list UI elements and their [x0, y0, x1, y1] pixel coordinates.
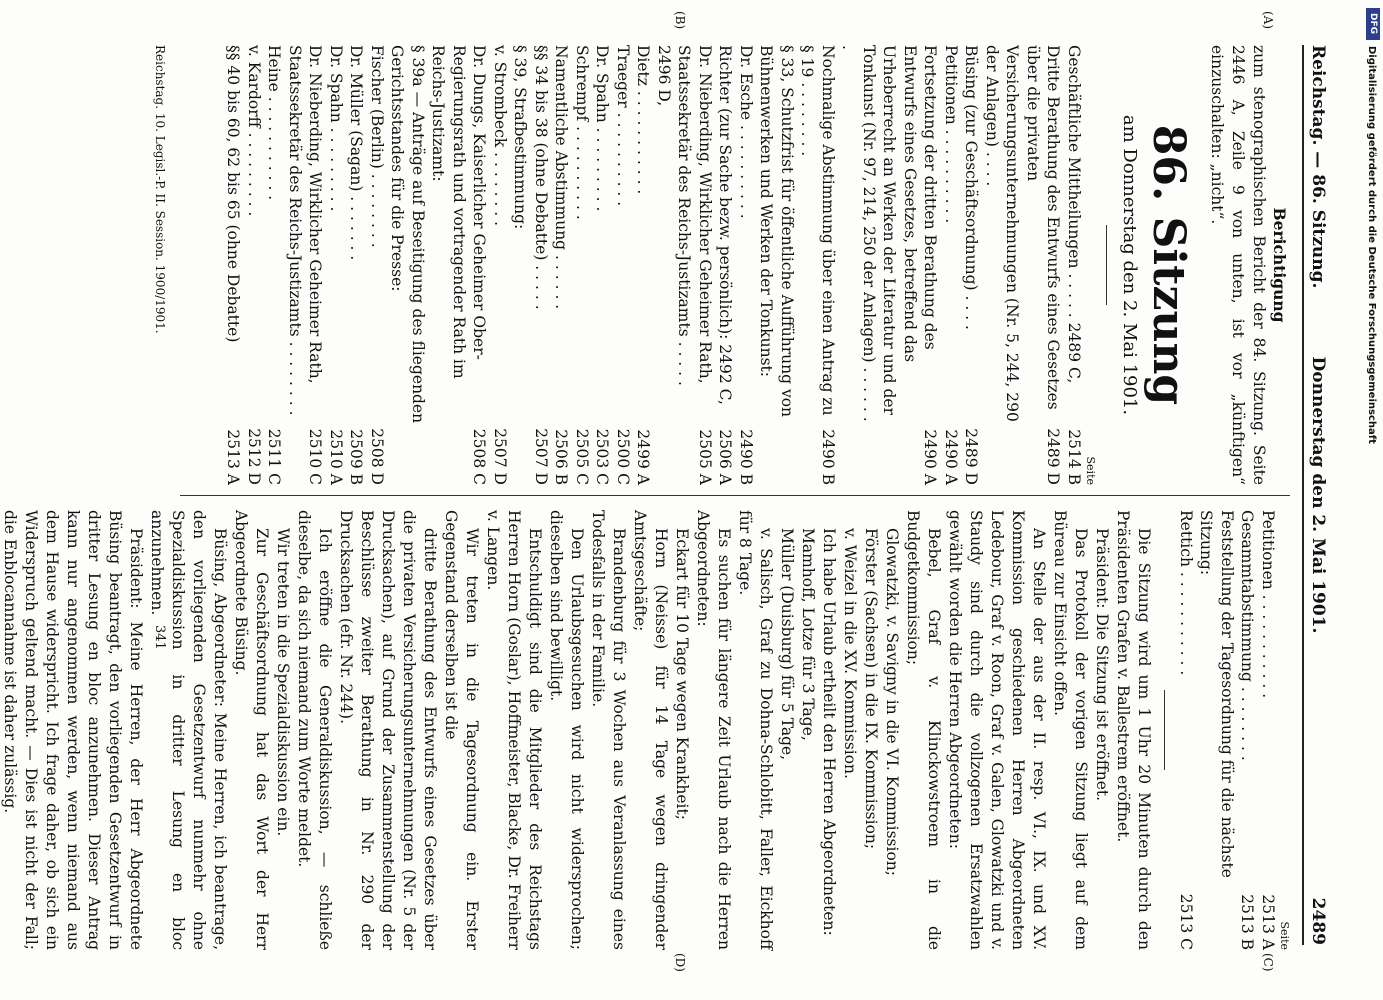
paragraph: Büsing, Abgeordneter: Meine Herren, ich beantrage, den vorliegenden Gesetzentwurf nunmehr ohne Spezialdiskussion in dritter Lesung en bloc anzunehmen.: [148, 510, 230, 950]
paragraph: Horn (Neisse) für 14 Tage wegen dringender Amtsgeschäfte;: [631, 510, 671, 950]
toc-entry-title: Geschäftliche Mittheilungen . . . . . 2489 C,: [1065, 45, 1083, 384]
margin-marker-a: (A): [1261, 11, 1275, 30]
toc-entry-title: Dr. Nieberding, Wirklicher Geheimer Rath, Staatssekretär des Reichs-Justizamts . . . . . 2496 D,: [655, 45, 714, 386]
toc-entry-page: 2508 D: [368, 428, 386, 485]
running-head-left: Reichstag. — 86. Sitzung.: [1308, 45, 1328, 289]
toc-entry: [633, 45, 654, 485]
column-rule: [180, 495, 1290, 496]
table-of-contents: [223, 45, 1084, 485]
paragraph: An Stelle der aus der II. resp. VI., IX. und XV. Kommission geschiedenen Herren Abgeordneten Ledebour, Graf v. Roon, Graf v. Galen, Glowatzki und v. Staudy sind durch die vollzogenen Ersatzwahlen gewählt worden die Herren Abgeordneten:: [946, 510, 1049, 950]
toc-entry-page: 2513 A: [224, 429, 243, 485]
right-column: [0, 510, 1290, 950]
toc-entry: [982, 45, 1064, 485]
table-of-contents-continued: [1176, 510, 1279, 950]
toc-entry-page: 2490 A: [942, 429, 960, 485]
toc-entry-page: 2499 A: [634, 429, 653, 485]
toc-entry-title: Namentliche Abstimmung . . . . . .: [552, 45, 571, 310]
toc-entry-page: 2512 D: [245, 428, 263, 485]
toc-entry-title: § 33, Schutzfrist für öffentliche Aufführung von Bühnenwerken und Werken der Tonkunst:: [757, 45, 796, 418]
paragraph: Die Sitzung wird um 1 Uhr 20 Minuten durch den Präsidenten Grafen v. Ballestrem eröffnet.: [1114, 510, 1154, 950]
toc-entry: [736, 45, 757, 485]
paragraph: Zur Geschäftsordnung hat das Wort der Herr Abgeordnete Büsing.: [232, 510, 272, 950]
paragraph: Es suchen für längere Zeit Urlaub nach die Herren Abgeordneten:: [694, 510, 734, 950]
margin-marker-c: (C): [1261, 953, 1275, 972]
toc-entry-title: §§ 34 bis 38 (ohne Debatte) . . . . .: [532, 45, 550, 310]
dfg-logo-icon: DFG: [1366, 8, 1380, 40]
toc-entry-page: 2489 D: [962, 428, 981, 485]
toc-entry-title: Fortsetzung der dritten Berathung des Entwurfs eines Gesetzes, betreffend das Urheberrecht an Werken der Literatur und der Tonkunst (Nr. 97, 214, 250 der Anlagen) . . . . . . .: [839, 45, 940, 422]
toc-entry-page: 2505 A: [696, 429, 714, 485]
toc-entry-title: v. Strombeck . . . . . . . .: [491, 45, 509, 227]
seite-label: Seite: [1084, 456, 1097, 485]
toc-entry: [1258, 510, 1279, 950]
toc-entry-title: Gesammtabstimmung . . . . . . . .: [1238, 510, 1257, 761]
toc-entry: [1237, 510, 1258, 950]
paragraph: Förster (Sachsen) in die IX. Kommission;: [862, 528, 881, 850]
proceedings-text: [0, 510, 1155, 950]
toc-entry: [326, 45, 347, 485]
toc-entry-page: 2510 A: [327, 429, 345, 485]
seite-label-right: Seite: [1278, 921, 1291, 950]
margin-marker-d: (D): [673, 953, 687, 972]
toc-entry: [961, 45, 982, 485]
toc-entry-title: Petitionen . . . . . . . . . . .: [1259, 510, 1277, 699]
toc-entry-title: Dr. Dungs, Kaiserlicher Geheimer Ober-Regierungsrath und vortragender Rath im Reichs-Justizamt:: [429, 45, 489, 379]
toc-entry: [490, 45, 511, 485]
paragraph: dritte Berathung des Entwurfs eines Gesetzes über die privaten Versicherungsunternehmungen (Nr. 5 der Drucksachen), auf Grund der Zusammenstellung der Beschlüsse zweiter Berathung in Nr. 290 der Drucksachen (efr. Nr. 244).: [337, 510, 440, 950]
toc-entry-title: Dr. Spahn . . . . . . . . .: [327, 45, 345, 212]
paragraph: Das Protokoll der vorigen Sitzung liegt auf dem Büreau zur Einsicht offen.: [1051, 510, 1091, 950]
toc-entry-page: 2503 C: [593, 428, 612, 485]
toc-entry: [285, 45, 326, 485]
toc-entry-page: 2489 D: [1044, 428, 1063, 485]
toc-entry: [1196, 510, 1237, 950]
toc-entry-page: 2511 C: [265, 428, 284, 485]
session-title: 86. Sitzung: [1143, 124, 1194, 406]
paragraph: Mamhoff, Lotze für 3 Tage,: [799, 528, 818, 741]
toc-entry-page: 2490 B: [819, 429, 837, 485]
running-head: [1302, 45, 1330, 945]
divider: [1106, 225, 1107, 305]
paragraph: Glowatzki, v. Savigny in die VI. Kommission;: [883, 528, 902, 876]
toc-entry-title: Feststellung der Tagesordnung für die nächste Sitzung:: [1197, 510, 1236, 878]
toc-entry-title: §§ 40 bis 60, 62 bis 65 (ohne Debatte): [224, 45, 243, 343]
left-column: [223, 45, 1290, 485]
toc-entry-title: Dr. Esche . . . . . . . . . .: [737, 45, 755, 219]
session-date: am Donnerstag den 2. Mai 1901.: [1119, 114, 1140, 416]
paragraph: Müller (Duisburg) für 5 Tage,: [778, 528, 797, 761]
toc-entry: [387, 45, 428, 485]
toc-entry: [244, 45, 265, 485]
toc-entry-title: Richter (zur Sache bezw. persönlich): 2492 C,: [716, 45, 735, 405]
toc-entry: [613, 45, 634, 485]
dfg-sidebar: [1366, 8, 1380, 908]
paragraph: Präsident: Meine Herren, der Herr Abgeordnete Büsing beantragt, den vorliegenden Gesetzentwurf in dritter Lesung en bloc anzunehmen. Dieser Antrag kann nur angenommen werden, wenn niemand aus dem Hause widerspricht. Ich frage daher, ob sich ein Widerspruch geltend macht. — Dies ist nicht der Fall; die Enblocannahme ist daher zulässig.: [1, 510, 146, 950]
toc-entry-title: Nochmalige Abstimmung über einen Antrag zu § 19 . . . . . . . .: [798, 45, 837, 416]
toc-entry-title: Dr. Spahn . . . . . . . . .: [593, 45, 612, 212]
toc-entry-title: Dr. Müller (Sagan) . . . . . . .: [347, 45, 366, 261]
berichtigung-title: Berichtigung: [1270, 207, 1289, 323]
toc-entry: [531, 45, 552, 485]
toc-entry-page: 2513 C: [1177, 893, 1195, 950]
dfg-credit: Digitalisierung gefördert durch die Deutsche Forschungsgemeinschaft: [1366, 46, 1377, 444]
toc-entry: [797, 45, 838, 485]
toc-entry-title: v. Kardorff . . . . . . . . .: [245, 45, 263, 217]
paragraph: Wir treten in die Spezialdiskussion ein.: [274, 528, 293, 837]
toc-entry: [264, 45, 285, 485]
toc-entry-page: 2506 A: [716, 429, 735, 485]
paragraph: Brandenburg für 3 Wochen aus Veranlassung eines Todesfalls in der Familie.: [589, 510, 629, 950]
toc-entry: [510, 45, 531, 485]
toc-entry-title: Dritte Berathung des Entwurfs eines Gesetzes über die privaten Versicherungsunternehmungen (Nr. 5, 244, 290 der Anlagen) . . . .: [983, 45, 1063, 422]
paragraph: Wir treten in die Tagesordnung ein. Erster Gegenstand derselben ist die: [442, 510, 482, 950]
toc-entry: [756, 45, 797, 485]
paragraph: Entschuldigt sind die Mitglieder des Reichstags Herren Horn (Goslar), Hoffmeister, Blacke, Dr. Freiherr v. Langen.: [484, 510, 545, 950]
rotated-page: [1, 11, 1330, 975]
toc-entry-page: 2507 D: [491, 428, 509, 485]
paragraph: v. Weizel in die XV. Kommission.: [841, 528, 860, 779]
toc-entry-title: Rettich . . . . . . . . . . .: [1177, 510, 1195, 676]
paragraph: Den Urlaubsgesuchen wird nicht widersprochen; dieselben sind bewilligt.: [547, 510, 587, 950]
toc-entry-title: Heine . . . . . . . . . . .: [265, 45, 284, 201]
margin-marker-b: (B): [673, 11, 687, 30]
toc-entry-title: Büsing (zur Geschäftsordnung) . . . .: [962, 45, 981, 330]
toc-entry: [592, 45, 613, 485]
toc-entry-title: Schrempf . . . . . . . . . .: [573, 45, 591, 220]
toc-entry: [572, 45, 593, 485]
toc-entry: [1064, 45, 1085, 485]
paragraph: Ich eröffne die Generaldiskussion, — schließe dieselbe, da sich niemand zum Worte meldet.: [295, 510, 335, 950]
toc-entry-title: § 39a — Anträge auf Beseitigung des fliegenden Gerichtsstandes für die Presse:: [388, 45, 427, 424]
toc-entry: [941, 45, 962, 485]
toc-entry-page: 2508 C: [470, 428, 489, 485]
toc-entry-title: Dr. Nieberding, Wirklicher Geheimer Rath, Staatssekretär des Reichs-Justizamts . . . . . . . .: [286, 45, 325, 416]
toc-entry-page: 2509 B: [347, 429, 366, 485]
toc-entry-page: 2513 B: [1238, 894, 1257, 950]
toc-entry-title: Traeger . . . . . . . . . .: [614, 45, 632, 207]
toc-entry: [715, 45, 736, 485]
toc-entry: [838, 45, 941, 485]
toc-entry-page: 2506 B: [552, 429, 571, 485]
sheet-number: 341: [152, 625, 167, 650]
toc-entry: [346, 45, 367, 485]
toc-entry: [428, 45, 490, 485]
paragraph: Ich habe Urlaub ertheilt den Herren Abgeordneten:: [820, 528, 839, 936]
toc-entry-page: 2500 C: [614, 428, 632, 485]
paragraph: Präsident: Die Sitzung ist eröffnet.: [1093, 528, 1112, 802]
toc-entry: [1176, 510, 1197, 950]
toc-entry-page: 2490 B: [737, 429, 755, 485]
paragraph: v. Salisch, Graf zu Dohna-Schlobitt, Faller, Eickhoff für 8 Tage.: [736, 510, 776, 950]
toc-entry-page: 2507 D: [532, 428, 550, 485]
paragraph: Eckart für 10 Tage wegen Krankheit;: [673, 528, 692, 820]
toc-entry: [551, 45, 572, 485]
toc-entry-page: 2513 A: [1259, 894, 1277, 950]
toc-entry: [654, 45, 716, 485]
page-number: 2489: [1308, 897, 1328, 945]
toc-entry: [223, 45, 244, 485]
toc-entry: [367, 45, 388, 485]
toc-entry-page: 2514 B: [1065, 429, 1083, 485]
paragraph: Bebel, Graf v. Klinckowstroem in die Budgetkommission;: [904, 510, 944, 950]
toc-entry-title: § 39, Strafbestimmung:: [511, 45, 530, 230]
toc-entry-page: 2490 A: [921, 429, 940, 485]
toc-entry-title: Petitionen . . . . . . . . . .: [942, 45, 960, 224]
divider-right: [1165, 690, 1166, 770]
toc-entry-title: Dietz . . . . . . . . . . .: [634, 45, 653, 195]
toc-entry-page: 2510 C: [306, 428, 325, 485]
toc-entry-page: 2505 C: [573, 428, 591, 485]
berichtigung-text: zum stenographischen Bericht der 84. Sitzung. Seite 2446 A, Zeile 9 von unten, ist vor „künftigen“ einzuschalten: „nicht“.: [1208, 45, 1268, 485]
toc-entry-title: Fischer (Berlin) . . . . . . . .: [368, 45, 386, 248]
signature-line: Reichstag. 10. Legisl.-P. II. Session. 1900/1901.: [153, 45, 167, 334]
running-head-center: Donnerstag den 2. Mai 1901.: [1308, 356, 1328, 634]
